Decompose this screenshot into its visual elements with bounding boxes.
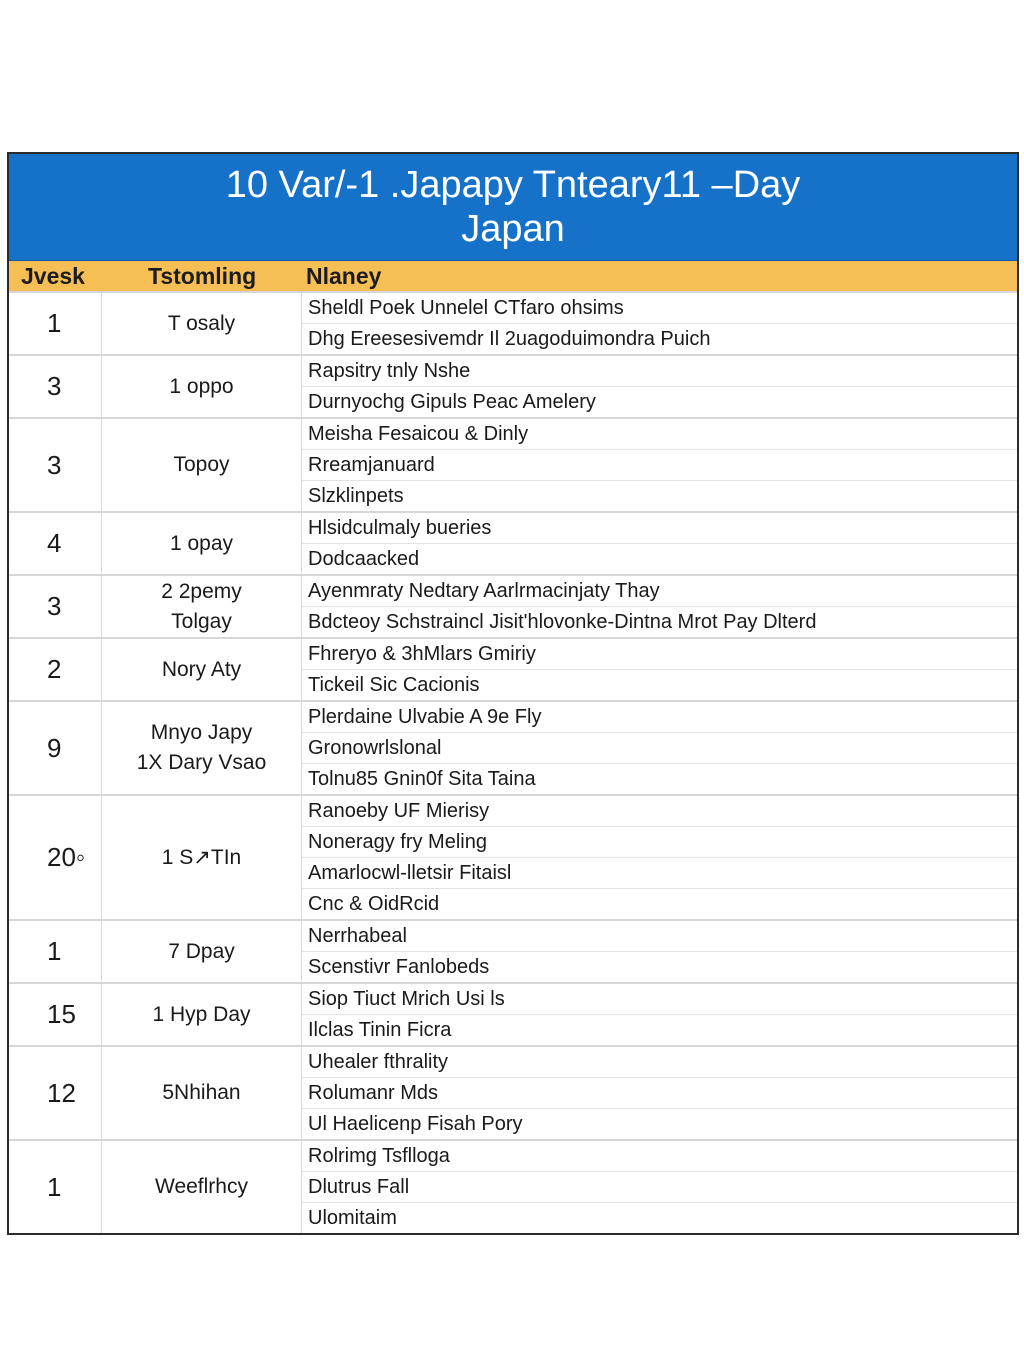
activity-item: Dlutrus Fall: [302, 1172, 1017, 1203]
city-cell: [102, 639, 302, 700]
city-text: Weeflrhcy: [155, 1175, 248, 1198]
activities-cell: [302, 921, 1017, 982]
week-cell: 20◦: [9, 796, 102, 919]
activity-item: Ranoeby UF Mierisy: [302, 796, 1017, 827]
city-text: 7 Dpay: [168, 939, 235, 963]
header-activities: Nlaney: [306, 262, 382, 289]
activity-item: Tickeil Sic Cacionis: [308, 674, 480, 696]
header-city: Tstomling: [148, 262, 257, 289]
activity-item: Sheldl Poek Unnelel CTfaro ohsims: [302, 293, 1017, 324]
city-cell: [102, 1047, 302, 1139]
activity-item: Siop Tiuct Mrich Usi ls: [302, 984, 1017, 1015]
city-text: 1 S↗TIn: [161, 845, 242, 869]
week-cell: 3: [9, 356, 102, 417]
city-text: Topoy: [173, 453, 230, 476]
activities-cell: [302, 702, 1017, 794]
activities-cell: [302, 513, 1017, 574]
table-row: [9, 511, 1017, 574]
activity-item: Dodcaacked: [308, 548, 420, 570]
city-text: 1 Hyp Day: [152, 1002, 251, 1026]
city-cell: [102, 356, 302, 417]
activity-item: Nerrhabeal: [302, 921, 1017, 952]
activities-cell: [302, 356, 1017, 417]
city-cell: [102, 576, 302, 637]
week-cell: 12: [9, 1047, 102, 1139]
week-cell: 1: [9, 1141, 102, 1233]
activities-cell: [302, 639, 1017, 700]
city-text: Nory Aty: [161, 657, 242, 681]
table-header: [9, 261, 1017, 291]
city-text: T osaly: [167, 311, 236, 335]
activities-cell: [302, 293, 1017, 354]
activity-item: Ulomitaim: [308, 1207, 397, 1229]
city-cell: [102, 1141, 302, 1233]
table-row: [9, 354, 1017, 417]
week-cell: 3: [9, 576, 102, 637]
city-cell: [102, 419, 302, 511]
activity-item: Fhreryo & 3hMlars Gmiriy: [302, 639, 1017, 670]
activity-item: Rapsitry tnly Nshe: [302, 356, 1017, 387]
title-line-2: Japan: [461, 208, 565, 250]
city-text: Tolgay: [171, 609, 232, 633]
activity-item: Dhg Ereesesivemdr Il 2uagoduimondra Puich: [308, 328, 711, 350]
activity-item: Hlsidculmaly bueries: [302, 513, 1017, 544]
city-cell: [102, 921, 302, 982]
week-cell: 15: [9, 984, 102, 1045]
city-cell: [102, 702, 302, 794]
activity-item: Tolnu85 Gnin0f Sita Taina: [308, 768, 536, 790]
city-text: 2 2pemy: [161, 579, 242, 603]
city-text: 1 oppo: [169, 374, 234, 398]
table-row: [9, 1139, 1017, 1233]
city-text: 1X Dary Vsao: [136, 751, 267, 774]
table-row: [9, 1045, 1017, 1139]
activity-item: Bdcteoy Schstraincl Jisit'hlovonke-Dintna Mrot Pay Dlterd: [308, 611, 817, 633]
week-cell: 4: [9, 513, 102, 574]
activity-item: Durnyochg Gipuls Peac Amelery: [308, 391, 596, 413]
header-week: Jvesk: [21, 262, 85, 289]
activities-cell: [302, 984, 1017, 1045]
table-row: [9, 574, 1017, 637]
activities-cell: [302, 576, 1017, 637]
city-cell: [102, 796, 302, 919]
week-cell: 9: [9, 702, 102, 794]
activity-item: Cnc & OidRcid: [308, 893, 440, 915]
table-body: [9, 291, 1017, 1233]
activity-item: Ayenmraty Nedtary Aarlrmacinjaty Thay: [302, 576, 1017, 607]
itinerary-table: [7, 152, 1019, 1235]
table-row: [9, 637, 1017, 700]
week-cell: 2: [9, 639, 102, 700]
city-text: 5Nhihan: [162, 1081, 241, 1104]
activity-item: Meisha Fesaicou & Dinly: [302, 419, 1017, 450]
city-cell: [102, 513, 302, 574]
activities-cell: [302, 796, 1017, 919]
table-row: [9, 982, 1017, 1045]
activity-item: Rolrimg Tsflloga: [302, 1141, 1017, 1172]
city-text: 1 opay: [169, 531, 234, 555]
week-cell: 3: [9, 419, 102, 511]
activities-cell: [302, 419, 1017, 511]
activity-item: Gronowrlslonal: [302, 733, 1017, 764]
activities-cell: [302, 1141, 1017, 1233]
title-banner: [9, 154, 1017, 261]
activity-item: Rreamjanuard: [302, 450, 1017, 481]
table-row: [9, 919, 1017, 982]
table-row: [9, 291, 1017, 354]
table-row: [9, 794, 1017, 919]
activity-item: Uhealer fthrality: [302, 1047, 1017, 1078]
week-cell: 1: [9, 293, 102, 354]
activities-cell: [302, 1047, 1017, 1139]
activity-item: Ul Haelicenp Fisah Pory: [308, 1113, 523, 1135]
activity-item: Slzklinpets: [308, 485, 404, 507]
activity-item: Ilclas Tinin Ficra: [308, 1019, 452, 1041]
city-cell: [102, 984, 302, 1045]
table-row: [9, 700, 1017, 794]
activity-item: Rolumanr Mds: [302, 1078, 1017, 1109]
city-text: Mnyo Japy: [150, 721, 253, 744]
activity-item: Amarlocwl-lletsir Fitaisl: [302, 858, 1017, 889]
activity-item: Scenstivr Fanlobeds: [308, 956, 490, 978]
title-line-1: 10 Var/-1 .Japapy Tnteary11 –Day: [225, 164, 801, 206]
table-row: [9, 417, 1017, 511]
city-cell: [102, 293, 302, 354]
activity-item: Noneragy fry Meling: [302, 827, 1017, 858]
activity-item: Plerdaine Ulvabie A 9e Fly: [302, 702, 1017, 733]
week-cell: 1: [9, 921, 102, 982]
